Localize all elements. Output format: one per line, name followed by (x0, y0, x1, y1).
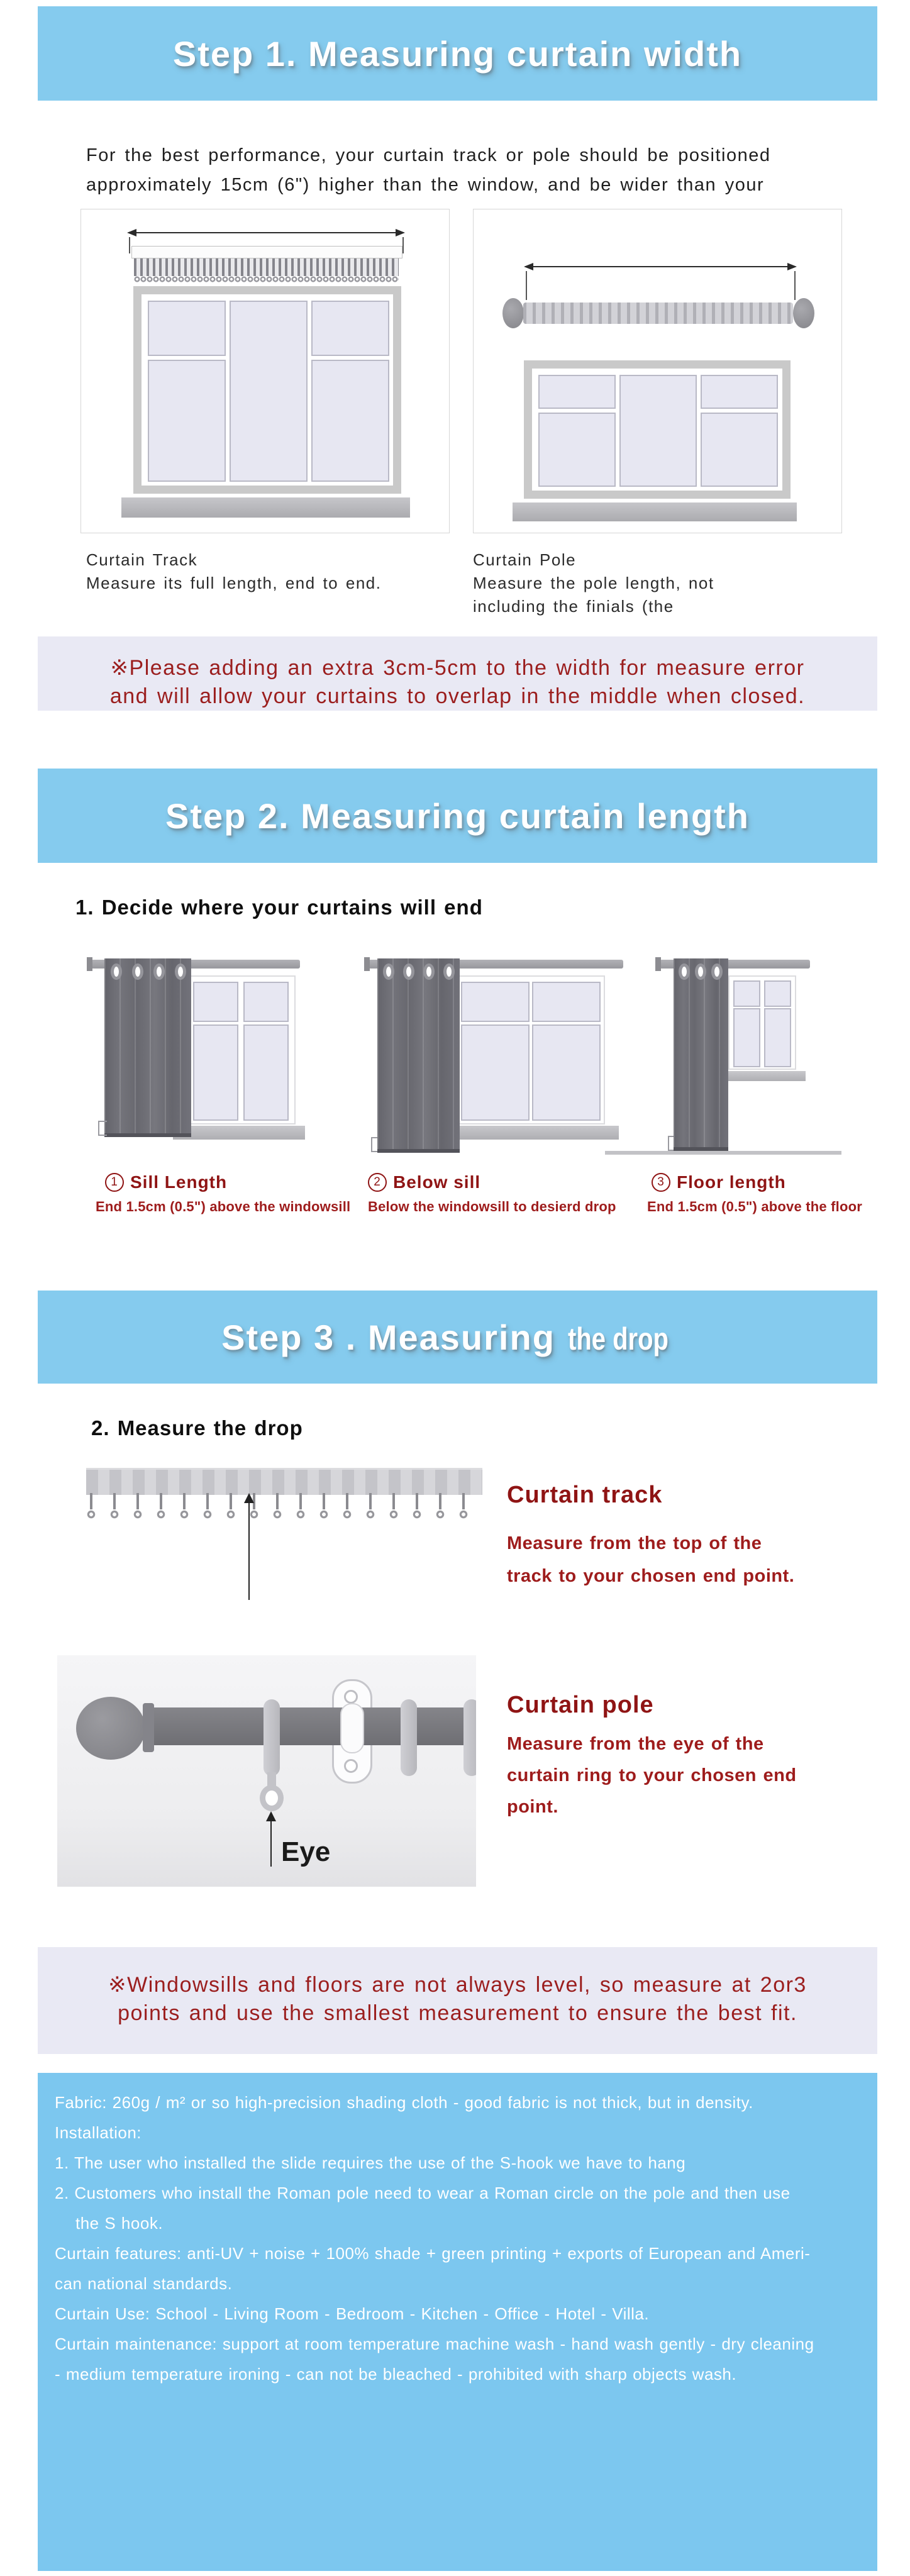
window-pane (538, 375, 616, 409)
window-illustration (133, 286, 401, 494)
step2-heading: 1. Decide where your curtains will end (75, 896, 483, 919)
curtain-pole-instr-line1: Measure from the eye of the (507, 1734, 764, 1754)
info-install-step1-line: 1. The user who installed the slide requires the use of the S-hook we have to hang (55, 2153, 686, 2172)
below-sill-diagram (366, 948, 624, 1160)
curtain-track-instr-line2: track to your chosen end point. (507, 1566, 795, 1586)
window-illustration (455, 975, 605, 1124)
curtain-pole-heading: Curtain pole (507, 1692, 654, 1718)
curtain-pole-caption-title: Curtain Pole (473, 550, 577, 569)
bracket-arm-illustration (340, 1703, 364, 1753)
curtain-track-caption (86, 548, 381, 595)
window-pane (532, 1024, 601, 1121)
grommet-icon (679, 963, 690, 980)
eye-label: Eye (281, 1836, 331, 1867)
width-arrow-icon (128, 232, 404, 233)
drop-arrow-icon (248, 1502, 250, 1600)
step3-banner-title (221, 1317, 694, 1358)
window-inner-frame (141, 294, 393, 486)
curtain-track-heading: Curtain track (507, 1482, 663, 1508)
curtain-track-caption-body: Measure its full length, end to end. (86, 574, 382, 592)
info-use-line: Curtain Use: School - Living Room - Bedroom - Kitchen - Office - Hotel - Villa. (55, 2304, 650, 2323)
curtain-pole-caption-line1: Measure the pole length, not (473, 574, 714, 592)
pole-finial-icon (76, 1697, 145, 1760)
window-pane (701, 413, 778, 487)
curtain-illustration (377, 958, 460, 1153)
grommet-icon (132, 963, 143, 980)
floor-length-label (652, 1172, 786, 1192)
curtain-ring-illustration (401, 1699, 417, 1776)
pole-collar-illustration (143, 1703, 154, 1752)
step1-intro-line1: For the best performance, your curtain track or pole should be positioned (86, 145, 771, 165)
below-sill-label-text: Below sill (393, 1172, 481, 1192)
circled-number-icon: 2 (368, 1173, 387, 1192)
screw-hole-icon (344, 1690, 358, 1704)
curtain-ring-illustration (463, 1699, 476, 1776)
window-pane (148, 301, 226, 356)
level-note-box (38, 1947, 877, 2054)
info-install-step2-line: 2. Customers who install the Roman pole need to wear a Roman circle on the pole and then use (55, 2184, 791, 2202)
width-note-box (38, 636, 877, 711)
floor-length-label-text: Floor length (677, 1172, 786, 1192)
step2-banner-title: Step 2. Measuring curtain length (165, 796, 750, 836)
window-illustration (187, 975, 296, 1124)
grommet-icon (383, 963, 394, 980)
windowsill-illustration (513, 502, 797, 521)
step3-banner-suffix: the drop (567, 1321, 669, 1357)
window-pane (243, 982, 289, 1022)
sill-length-desc: End 1.5cm (0.5") above the windowsill (96, 1199, 351, 1214)
screw-hole-icon (344, 1759, 358, 1773)
floor-length-diagram (643, 948, 901, 1160)
curtain-pole-instr-line3: point. (507, 1797, 558, 1817)
width-arrow-icon (525, 266, 796, 267)
below-sill-desc: Below the windowsill to desierd drop (368, 1199, 616, 1214)
grommet-icon (695, 963, 706, 980)
step2-banner (38, 769, 877, 863)
window-pane (538, 413, 616, 487)
curtain-pole-diagram (473, 209, 842, 533)
pole-finial-icon (502, 298, 524, 328)
info-maintenance-line: Curtain maintenance: support at room temperature machine wash - hand wash gently - dry cleaning (55, 2334, 814, 2353)
window-pane (148, 360, 226, 482)
step3-banner (38, 1291, 877, 1384)
track-hooks-illustration (134, 258, 399, 276)
window-pane (532, 982, 601, 1022)
window-pane (701, 375, 778, 409)
curtain-pole-instr-line2: curtain ring to your chosen end (507, 1765, 797, 1785)
pole-bar-illustration (150, 1707, 476, 1745)
curtain-track-instructions (507, 1527, 794, 1592)
step1-intro-line2: approximately 15cm (6") higher than the window, and be wider than your (86, 175, 765, 195)
ring-eye-icon (260, 1785, 284, 1811)
window-pane (230, 301, 308, 482)
step1-intro-text (86, 141, 770, 200)
sill-length-label-text: Sill Length (130, 1172, 228, 1192)
window-pane (311, 360, 389, 482)
info-fabric-line: Fabric: 260g / m² or so high-precision shading cloth - good fabric is not thick, but in density. (55, 2093, 753, 2112)
grommet-icon (111, 963, 122, 980)
grommet-icon (175, 963, 186, 980)
curtain-pole-instructions (507, 1728, 797, 1823)
grommet-icon (443, 963, 455, 980)
window-illustration (728, 975, 796, 1070)
eye-arrow-icon (270, 1820, 272, 1867)
info-features-line: Curtain features: anti-UV + noise + 100% shade + green printing + exports of European and Ameri- (55, 2244, 811, 2263)
window-inner-frame (532, 369, 782, 491)
window-pane (619, 375, 697, 487)
window-pane (461, 1024, 530, 1121)
width-note-line2: and will allow your curtains to overlap in the middle when closed. (109, 684, 806, 708)
drop-pole-diagram (57, 1655, 476, 1887)
window-pane (764, 980, 791, 1007)
step3-banner-main: Step 3 . Measuring (221, 1317, 555, 1357)
track-hook-stems-illustration (90, 1493, 480, 1509)
window-pane (733, 980, 760, 1007)
circled-number-icon: 3 (652, 1173, 670, 1192)
track-channel-illustration (131, 246, 402, 258)
grommet-icon (403, 963, 414, 980)
curtain-illustration (104, 958, 191, 1137)
floor-length-desc: End 1.5cm (0.5") above the floor (647, 1199, 863, 1214)
info-maintenance-cont-line: - medium temperature ironing - can not be bleached - prohibited with sharp objects wash. (55, 2365, 737, 2384)
curtain-illustration (674, 958, 728, 1151)
window-pane (193, 1024, 238, 1121)
floor-line-illustration (605, 1151, 841, 1155)
pole-finial-icon (793, 298, 814, 328)
window-pane (193, 982, 238, 1022)
level-note-line1: ※Windowsills and floors are not always level, so measure at 2or3 (108, 1973, 807, 1997)
curtain-track-instr-line1: Measure from the top of the (507, 1533, 762, 1553)
windowsill-illustration (441, 1126, 619, 1140)
window-pane (461, 982, 530, 1022)
curtain-track-diagram (80, 209, 450, 533)
track-bar-illustration (86, 1468, 482, 1495)
level-note-line2: points and use the smallest measurement to ensure the best fit. (118, 2001, 797, 2025)
window-pane (733, 1008, 760, 1067)
curtain-ring-illustration (264, 1699, 280, 1776)
product-info-panel (38, 2073, 877, 2571)
drop-track-diagram (86, 1468, 482, 1601)
step1-banner-title: Step 1. Measuring curtain width (172, 33, 743, 74)
grommet-icon (153, 963, 165, 980)
pole-with-rings-illustration (523, 303, 793, 324)
window-pane (243, 1024, 289, 1121)
measure-tick-icon (402, 237, 404, 253)
below-sill-label (368, 1172, 480, 1192)
window-illustration (524, 360, 791, 499)
measure-mark-icon (98, 1121, 107, 1136)
curtain-track-caption-title: Curtain Track (86, 550, 198, 569)
window-pane (764, 1008, 791, 1067)
circled-number-icon: 1 (105, 1173, 124, 1192)
width-note-line1: ※Please adding an extra 3cm-5cm to the width for measure error (110, 656, 805, 680)
info-features-cont-line: can national standards. (55, 2274, 233, 2293)
curtain-pole-caption-line2: including the finials (the (473, 597, 674, 616)
windowsill-illustration (719, 1071, 806, 1081)
step3-heading: 2. Measure the drop (91, 1416, 303, 1440)
grommet-icon (423, 963, 435, 980)
step1-banner (38, 6, 877, 101)
measure-tick-icon (794, 271, 796, 300)
windowsill-illustration (121, 497, 410, 518)
info-install-step2-cont-line: the S hook. (75, 2214, 164, 2233)
curtain-pole-caption (473, 548, 714, 618)
windowsill-illustration (173, 1126, 305, 1140)
track-hook-loops-illustration (134, 276, 399, 284)
sill-length-label (105, 1172, 227, 1192)
info-installation-line: Installation: (55, 2123, 142, 2142)
window-pane (311, 301, 389, 356)
track-hook-loops-illustration (86, 1509, 480, 1521)
measure-tick-icon (129, 237, 130, 253)
measure-tick-icon (526, 271, 527, 300)
sill-length-diagram (89, 948, 347, 1160)
grommet-icon (711, 963, 723, 980)
